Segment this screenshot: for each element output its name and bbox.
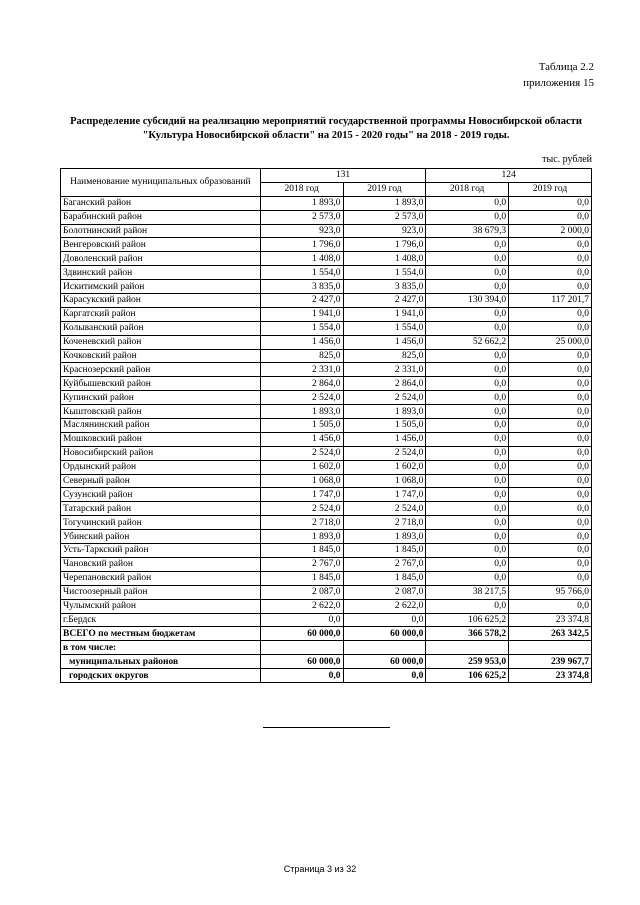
subsidy-value: 0,0 — [426, 377, 509, 391]
total-value: 60 000,0 — [343, 627, 426, 641]
table-row — [61, 391, 592, 405]
table-row — [61, 335, 592, 349]
municipality-name: Каргатский район — [61, 307, 261, 321]
subsidy-value: 2 718,0 — [260, 516, 343, 530]
subsidy-value: 2 864,0 — [343, 377, 426, 391]
municipality-column-header: Наименование муниципальных образований — [61, 169, 261, 197]
municipality-name: Барабинский район — [61, 210, 261, 224]
subsidy-value: 1 845,0 — [260, 571, 343, 585]
table-row — [61, 266, 592, 280]
subsidy-value: 0,0 — [509, 391, 592, 405]
subsidy-value: 0,0 — [426, 571, 509, 585]
table-row — [61, 446, 592, 460]
subsidy-value: 0,0 — [509, 557, 592, 571]
subsidy-value: 1 602,0 — [343, 460, 426, 474]
subsidy-value: 117 201,7 — [509, 294, 592, 308]
subsidy-value: 0,0 — [509, 419, 592, 433]
subsidy-value: 2 864,0 — [260, 377, 343, 391]
subsidy-value: 2 573,0 — [343, 210, 426, 224]
table-row — [61, 460, 592, 474]
subsidy-value: 1 554,0 — [343, 321, 426, 335]
subsidy-value: 2 331,0 — [343, 363, 426, 377]
page-number: Страница 3 из 32 — [283, 864, 357, 874]
municipality-name: Здвинский район — [61, 266, 261, 280]
subtotal-row-cities — [61, 669, 592, 683]
subsidy-value: 0,0 — [509, 446, 592, 460]
subsidy-value: 0,0 — [426, 419, 509, 433]
table-body — [61, 196, 592, 627]
subsidy-value: 0,0 — [509, 321, 592, 335]
subsidy-value: 3 835,0 — [343, 280, 426, 294]
municipality-name: Черепановский район — [61, 571, 261, 585]
table-row — [61, 571, 592, 585]
subsidy-value: 1 408,0 — [260, 252, 343, 266]
subsidy-value: 0,0 — [426, 266, 509, 280]
subtotal-value: 23 374,8 — [509, 669, 592, 683]
subsidy-value: 95 766,0 — [509, 585, 592, 599]
subsidy-value: 2 767,0 — [343, 557, 426, 571]
subsidy-value: 1 554,0 — [343, 266, 426, 280]
subsidy-value: 1 893,0 — [260, 530, 343, 544]
subtotal-value: 0,0 — [343, 669, 426, 683]
subsidy-value: 1 505,0 — [260, 419, 343, 433]
table-row — [61, 405, 592, 419]
subtotal-value: 0,0 — [260, 669, 343, 683]
municipality-name: Татарский район — [61, 502, 261, 516]
subsidy-value: 1 554,0 — [260, 321, 343, 335]
table-row — [61, 321, 592, 335]
group-header-124: 124 — [426, 169, 592, 183]
subsidy-value: 0,0 — [509, 266, 592, 280]
subsidy-value: 0,0 — [509, 599, 592, 613]
municipality-name: Кыштовский район — [61, 405, 261, 419]
subtotal-value: 106 625,2 — [426, 669, 509, 683]
subsidy-value: 1 893,0 — [343, 196, 426, 210]
table-row — [61, 280, 592, 294]
municipality-name: Куйбышевский район — [61, 377, 261, 391]
municipality-name: Болотнинский район — [61, 224, 261, 238]
municipality-name: Карасукский район — [61, 294, 261, 308]
subsidy-value: 0,0 — [509, 210, 592, 224]
table-row — [61, 474, 592, 488]
table-row — [61, 530, 592, 544]
including-row — [61, 641, 592, 655]
table-number-label: Таблица 2.2 — [538, 61, 594, 73]
table-totals — [61, 627, 592, 683]
subsidy-value: 0,0 — [426, 391, 509, 405]
year-header: 2018 год — [426, 182, 509, 196]
subsidy-value: 0,0 — [426, 238, 509, 252]
municipality-name: Сузунский район — [61, 488, 261, 502]
municipality-name: Новосибирский район — [61, 446, 261, 460]
subsidy-value: 0,0 — [260, 613, 343, 627]
subsidy-value: 0,0 — [426, 474, 509, 488]
subsidy-value: 2 427,0 — [260, 294, 343, 308]
subsidy-value: 0,0 — [509, 516, 592, 530]
subsidy-value: 0,0 — [509, 252, 592, 266]
subsidy-value: 825,0 — [343, 349, 426, 363]
municipality-name: Чулымский район — [61, 599, 261, 613]
subsidy-value: 0,0 — [426, 349, 509, 363]
subsidy-value: 2 524,0 — [260, 446, 343, 460]
table-row — [61, 544, 592, 558]
subsidy-value: 1 456,0 — [343, 432, 426, 446]
table-row — [61, 488, 592, 502]
municipality-name: Купинский район — [61, 391, 261, 405]
subsidy-value: 0,0 — [509, 488, 592, 502]
total-value: 366 578,2 — [426, 627, 509, 641]
table-row — [61, 613, 592, 627]
table-row — [61, 196, 592, 210]
subsidy-value: 0,0 — [426, 252, 509, 266]
subsidy-value: 1 845,0 — [260, 544, 343, 558]
subtotal-value: 259 953,0 — [426, 655, 509, 669]
municipality-name: Маслянинский район — [61, 419, 261, 433]
table-row — [61, 377, 592, 391]
subsidy-value: 2 524,0 — [260, 391, 343, 405]
subsidy-value: 0,0 — [509, 307, 592, 321]
subsidy-value: 2 718,0 — [343, 516, 426, 530]
year-header: 2018 год — [260, 182, 343, 196]
subsidy-value: 2 767,0 — [260, 557, 343, 571]
subsidy-value: 2 087,0 — [260, 585, 343, 599]
year-header: 2019 год — [509, 182, 592, 196]
subsidy-value: 1 747,0 — [260, 488, 343, 502]
subsidy-value: 2 524,0 — [260, 502, 343, 516]
subsidy-value: 3 835,0 — [260, 280, 343, 294]
subsidy-value: 1 796,0 — [343, 238, 426, 252]
subsidy-value: 0,0 — [343, 613, 426, 627]
subsidy-value: 1 845,0 — [343, 571, 426, 585]
municipality-name: Мошковский район — [61, 432, 261, 446]
subsidy-value: 0,0 — [426, 544, 509, 558]
subsidy-value: 1 941,0 — [343, 307, 426, 321]
subtotal-label: муниципальных районов — [61, 655, 261, 669]
subsidy-value: 1 747,0 — [343, 488, 426, 502]
subsidy-value: 38 679,3 — [426, 224, 509, 238]
subsidy-value: 0,0 — [426, 530, 509, 544]
signature-divider — [263, 727, 390, 728]
subsidy-value: 0,0 — [509, 196, 592, 210]
municipality-name: г.Бердск — [61, 613, 261, 627]
subsidy-value: 38 217,5 — [426, 585, 509, 599]
table-row — [61, 599, 592, 613]
table-row — [61, 224, 592, 238]
table-row — [61, 516, 592, 530]
subsidy-value: 0,0 — [426, 516, 509, 530]
municipality-name: Коченевский район — [61, 335, 261, 349]
municipality-name: Венгеровский район — [61, 238, 261, 252]
municipality-name: Чановский район — [61, 557, 261, 571]
subsidy-value: 0,0 — [426, 432, 509, 446]
table-row — [61, 210, 592, 224]
municipality-name: Усть-Таркский район — [61, 544, 261, 558]
document-title: Распределение субсидий на реализацию мероприятий государственной программы Новосибирской области "Культура Новосибирской области" на 2015 - 2020 годы" на 2018 - 2019 годы. — [70, 116, 582, 141]
subtotal-label: городских округов — [61, 669, 261, 683]
subsidy-value: 923,0 — [260, 224, 343, 238]
total-row — [61, 627, 592, 641]
subsidy-value: 0,0 — [509, 530, 592, 544]
municipality-name: Баганский район — [61, 196, 261, 210]
municipality-name: Доволенский район — [61, 252, 261, 266]
subsidy-value: 52 662,2 — [426, 335, 509, 349]
subsidy-value: 0,0 — [426, 363, 509, 377]
subsidy-value: 1 456,0 — [260, 335, 343, 349]
table-row — [61, 238, 592, 252]
total-label: ВСЕГО по местным бюджетам — [61, 627, 261, 641]
subsidy-value: 0,0 — [426, 446, 509, 460]
subsidy-value: 1 602,0 — [260, 460, 343, 474]
table-row — [61, 419, 592, 433]
subtotal-value: 239 967,7 — [509, 655, 592, 669]
subsidy-value: 0,0 — [509, 363, 592, 377]
subsidy-value: 0,0 — [509, 432, 592, 446]
subtotal-value: 60 000,0 — [260, 655, 343, 669]
subsidy-value: 1 893,0 — [260, 405, 343, 419]
municipality-name: Краснозерский район — [61, 363, 261, 377]
municipality-name: Чистоозерный район — [61, 585, 261, 599]
subsidy-value: 1 408,0 — [343, 252, 426, 266]
subsidy-value: 106 625,2 — [426, 613, 509, 627]
table-row — [61, 363, 592, 377]
group-header-131: 131 — [260, 169, 426, 183]
subsidy-value: 1 941,0 — [260, 307, 343, 321]
subsidy-value: 0,0 — [509, 377, 592, 391]
year-header: 2019 год — [343, 182, 426, 196]
municipality-name: Кочковский район — [61, 349, 261, 363]
appendix-label: приложения 15 — [523, 77, 594, 89]
subsidy-table — [60, 168, 592, 683]
subsidy-value: 0,0 — [509, 405, 592, 419]
subsidy-value: 825,0 — [260, 349, 343, 363]
subsidy-value: 2 573,0 — [260, 210, 343, 224]
table-row — [61, 557, 592, 571]
table-row — [61, 252, 592, 266]
subsidy-value: 0,0 — [426, 280, 509, 294]
municipality-name: Искитимский район — [61, 280, 261, 294]
subsidy-value: 2 524,0 — [343, 502, 426, 516]
table-row — [61, 307, 592, 321]
subsidy-value: 0,0 — [509, 474, 592, 488]
total-value: 60 000,0 — [260, 627, 343, 641]
municipality-name: Колыванский район — [61, 321, 261, 335]
subsidy-value: 0,0 — [426, 599, 509, 613]
table-row — [61, 294, 592, 308]
table-row — [61, 349, 592, 363]
subsidy-value: 0,0 — [426, 405, 509, 419]
units-label: тыс. рублей — [542, 154, 592, 165]
subsidy-value: 1 893,0 — [343, 530, 426, 544]
subsidy-value: 0,0 — [426, 488, 509, 502]
subsidy-value: 2 622,0 — [260, 599, 343, 613]
table-row — [61, 585, 592, 599]
subsidy-value: 1 845,0 — [343, 544, 426, 558]
subsidy-value: 0,0 — [509, 349, 592, 363]
subsidy-value: 1 505,0 — [343, 419, 426, 433]
subtotal-row-districts — [61, 655, 592, 669]
subsidy-value: 0,0 — [426, 307, 509, 321]
subsidy-value: 2 331,0 — [260, 363, 343, 377]
subsidy-value: 0,0 — [426, 502, 509, 516]
subsidy-value: 923,0 — [343, 224, 426, 238]
subsidy-value: 2 087,0 — [343, 585, 426, 599]
subsidy-value: 0,0 — [509, 502, 592, 516]
subsidy-value: 0,0 — [509, 280, 592, 294]
subsidy-value: 2 524,0 — [343, 391, 426, 405]
subsidy-value: 25 000,0 — [509, 335, 592, 349]
subsidy-value: 1 893,0 — [260, 196, 343, 210]
subsidy-value: 1 456,0 — [260, 432, 343, 446]
municipality-name: Тогучинский район — [61, 516, 261, 530]
subsidy-value: 1 068,0 — [343, 474, 426, 488]
subsidy-value: 0,0 — [426, 321, 509, 335]
subsidy-value: 1 893,0 — [343, 405, 426, 419]
municipality-name: Северный район — [61, 474, 261, 488]
subsidy-value: 1 554,0 — [260, 266, 343, 280]
subsidy-value: 0,0 — [426, 557, 509, 571]
subsidy-value: 130 394,0 — [426, 294, 509, 308]
subtotal-value: 60 000,0 — [343, 655, 426, 669]
subsidy-value: 0,0 — [509, 238, 592, 252]
subsidy-value: 0,0 — [426, 460, 509, 474]
subsidy-value: 1 796,0 — [260, 238, 343, 252]
total-value: 263 342,5 — [509, 627, 592, 641]
subsidy-value: 0,0 — [509, 460, 592, 474]
table-row — [61, 502, 592, 516]
subsidy-value: 0,0 — [509, 544, 592, 558]
subsidy-value: 2 524,0 — [343, 446, 426, 460]
subsidy-value: 2 622,0 — [343, 599, 426, 613]
subsidy-value: 0,0 — [426, 196, 509, 210]
subsidy-value: 0,0 — [509, 571, 592, 585]
subsidy-value: 23 374,8 — [509, 613, 592, 627]
subsidy-value: 2 000,0 — [509, 224, 592, 238]
subsidy-value: 1 068,0 — [260, 474, 343, 488]
subsidy-value: 0,0 — [426, 210, 509, 224]
table-row — [61, 432, 592, 446]
municipality-name: Ордынский район — [61, 460, 261, 474]
municipality-name: Убинский район — [61, 530, 261, 544]
subsidy-value: 2 427,0 — [343, 294, 426, 308]
subsidy-value: 1 456,0 — [343, 335, 426, 349]
including-label: в том числе: — [61, 641, 261, 655]
